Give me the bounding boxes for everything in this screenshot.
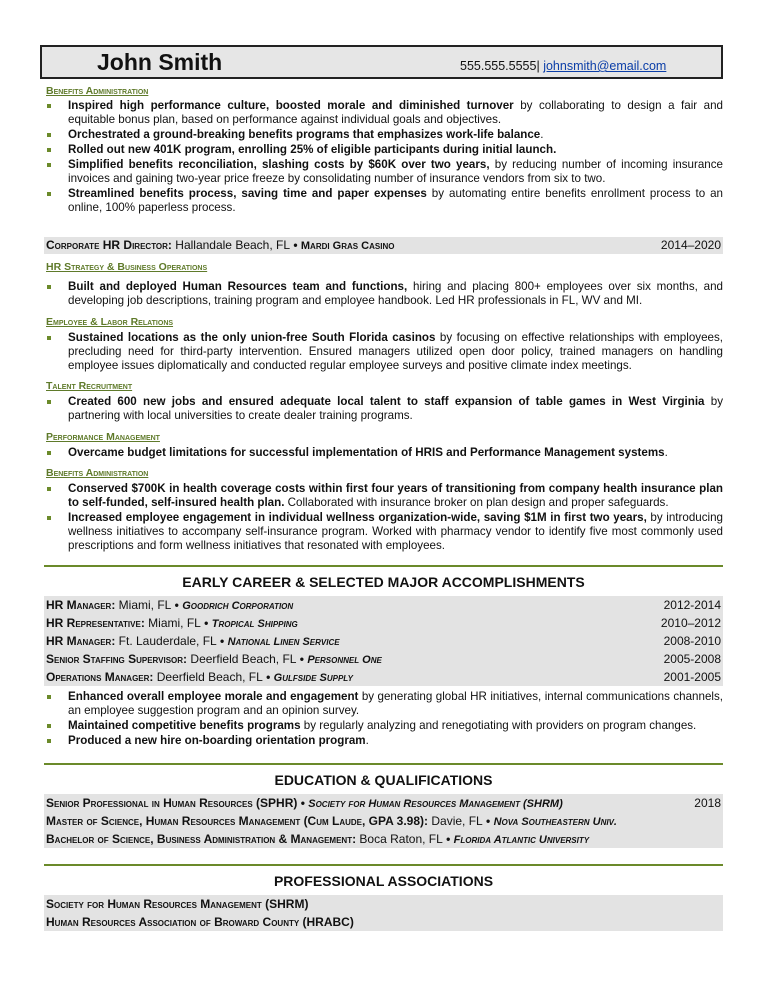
- bullet-bold-text: Inspired high performance culture, boosted morale and diminished turnover: [68, 99, 514, 112]
- entry-title: Operations Manager:: [46, 670, 154, 684]
- association-name: Society for Human Resources Management (SHRM): [46, 897, 309, 911]
- entry-location: Deerfield Beach, FL: [153, 670, 263, 684]
- contact-info: [460, 59, 666, 73]
- entry-separator: •: [442, 832, 454, 846]
- association-name: Human Resources Association of Broward County (HRABC): [46, 915, 354, 929]
- entry-organization: Society for Human Resources Management (SHRM): [308, 798, 563, 810]
- bullet-item: [46, 511, 723, 553]
- entry-dates: 2018: [694, 796, 721, 810]
- section-divider: [44, 864, 723, 866]
- entry-organization: Personnel One: [307, 654, 382, 666]
- job-company: Mardi Gras Casino: [300, 240, 395, 252]
- entry-organization: Florida Atlantic University: [453, 834, 590, 846]
- bullet-marker-icon: [47, 336, 51, 340]
- bullet-marker-icon: [47, 739, 51, 743]
- entry-location: Boca Raton, FL: [356, 832, 443, 846]
- section-subheading: Benefits Administration: [46, 467, 149, 479]
- bullet-text: by generating global HR initiatives, internal communications channels, an employee suggestion program and an opinion survey.: [68, 690, 723, 717]
- entry-location: Ft. Lauderdale, FL: [115, 634, 217, 648]
- early-career-jobs: [44, 596, 723, 686]
- entry-row: [44, 668, 723, 686]
- section-title-early-career: EARLY CAREER & SELECTED MAJOR ACCOMPLISHMENTS: [182, 574, 585, 590]
- bullet-item: [46, 395, 723, 423]
- bullet-text: by focusing on effective relationships with employees, precluding need for third-party intervention. Ensured managers utilized open door policy, trained managers on handling employee issues diplomatically and conducted regular employee surveys and positive climate index meetings.: [68, 331, 723, 372]
- job-band: [44, 237, 723, 254]
- bullet-item: [46, 128, 723, 142]
- bullet-bold-text: Sustained locations as the only union-free South Florida casinos: [68, 331, 436, 344]
- bullet-marker-icon: [47, 285, 51, 289]
- bullet-bold-text: Built and deployed Human Resources team and functions,: [68, 280, 408, 293]
- entry-title: HR Manager:: [46, 598, 116, 612]
- bullet-marker-icon: [47, 148, 51, 152]
- entry-dates: 2012-2014: [663, 598, 721, 612]
- entry-title: HR Manager:: [46, 634, 116, 648]
- bullet-marker-icon: [47, 163, 51, 167]
- entry-separator: •: [216, 634, 228, 648]
- phone-number: 555.555.5555: [460, 59, 537, 73]
- entry-title: Senior Professional in Human Resources (SPHR): [46, 796, 298, 810]
- entry-separator: •: [200, 616, 212, 630]
- section-title-education: EDUCATION & QUALIFICATIONS: [274, 772, 493, 788]
- section-subheading: HR Strategy & Business Operations: [46, 261, 208, 273]
- bullet-marker-icon: [47, 487, 51, 491]
- section-subheading: Talent Recruitment: [46, 380, 133, 392]
- section-subheading: Employee & Labor Relations: [46, 316, 174, 328]
- bullet-bold-text: Created 600 new jobs and ensured adequate local talent to staff expansion of table games in West Virginia: [68, 395, 705, 408]
- entry-organization: Gulfside Supply: [273, 672, 353, 684]
- entry-organization: Goodrich Corporation: [182, 600, 294, 612]
- bullet-list: [46, 331, 723, 373]
- resume-header: [40, 45, 723, 79]
- bullet-bold-text: Orchestrated a ground-breaking benefits programs that emphasizes work-life balance: [68, 128, 541, 141]
- bullet-text: hiring and placing 800+ employees over six months, and developing job descriptions, training program and employee handbook. Led HR professionals in FL, WV and MI.: [68, 280, 723, 307]
- entry-location: Miami, FL: [115, 598, 172, 612]
- section-subheading: Performance Management: [46, 431, 160, 443]
- bullet-item: [46, 482, 723, 510]
- bullet-text: by automating entire benefits enrollment process to an online, 100% paperless process.: [68, 187, 724, 214]
- entry-separator: •: [262, 670, 274, 684]
- entry-dates: 2008-2010: [663, 634, 721, 648]
- bullet-item: [46, 280, 723, 308]
- bullet-list: [46, 99, 723, 215]
- section-divider: [44, 565, 723, 567]
- bullet-marker-icon: [47, 695, 51, 699]
- entry-dates: 2010–2012: [660, 616, 721, 630]
- bullet-marker-icon: [47, 400, 51, 404]
- bullet-item: [46, 331, 723, 373]
- entry-row: [44, 650, 723, 668]
- association-row: [44, 895, 723, 913]
- job-dates: 2014–2020: [660, 238, 721, 252]
- associations-list: [44, 895, 723, 931]
- bullet-marker-icon: [47, 516, 51, 520]
- entry-row: [44, 596, 723, 614]
- entry-location: Deerfield Beach, FL: [187, 652, 297, 666]
- bullet-list: [46, 690, 723, 748]
- bullet-bold-text: Simplified benefits reconciliation, slashing costs by $60K over two years,: [68, 158, 490, 171]
- bullet-bold-text: Overcame budget limitations for successful implementation of HRIS and Performance Management systems: [68, 446, 665, 459]
- bullet-bold-text: Streamlined benefits process, saving time and paper expenses: [68, 187, 427, 200]
- entry-separator: •: [171, 598, 183, 612]
- bullet-bold-text: Rolled out new 401K program, enrolling 25% of eligible participants during initial launch.: [68, 143, 557, 156]
- association-row: [44, 913, 723, 931]
- entry-row: [44, 812, 723, 830]
- entry-location: Davie, FL: [428, 814, 483, 828]
- job-location: Hallandale Beach, FL: [171, 238, 291, 252]
- section-subheading: Benefits Administration: [46, 85, 149, 97]
- entry-title: Bachelor of Science, Business Administration & Management:: [46, 832, 357, 846]
- bullet-list: [46, 446, 723, 460]
- entry-title: HR Representative:: [46, 616, 145, 630]
- bullet-item: [46, 143, 723, 157]
- bullet-bold-text: Maintained competitive benefits programs: [68, 719, 301, 732]
- bullet-bold-text: Conserved $700K in health coverage costs within first four years of transitioning from company health insurance plan to self-funded, self-insured health plan.: [68, 482, 723, 509]
- section-title-associations: PROFESSIONAL ASSOCIATIONS: [273, 873, 494, 889]
- entry-separator: •: [297, 796, 309, 810]
- bullet-list: [46, 395, 723, 423]
- bullet-bold-text: Produced a new hire on-boarding orientation program: [68, 734, 366, 747]
- entry-dates: 2001-2005: [663, 670, 721, 684]
- bullet-bold-text: Enhanced overall employee morale and engagement: [68, 690, 359, 703]
- section-divider: [44, 763, 723, 765]
- entry-organization: Tropical Shipping: [211, 618, 298, 630]
- bullet-marker-icon: [47, 133, 51, 137]
- bullet-item: [46, 446, 723, 460]
- entry-title: Senior Staffing Supervisor:: [46, 652, 188, 666]
- bullet-text: .: [664, 446, 668, 459]
- entry-row: [44, 794, 723, 812]
- education-list: [44, 794, 723, 848]
- bullet-item: [46, 158, 723, 186]
- bullet-text: by reducing number of incoming insurance invoices and gaining two-year price freeze by consolidating number of insurance vendors from six to two.: [68, 158, 723, 185]
- contact-separator: |: [536, 59, 540, 73]
- entry-row: [44, 614, 723, 632]
- candidate-name: John Smith: [97, 49, 223, 75]
- entry-separator: •: [296, 652, 308, 666]
- bullet-text: by collaborating to design a fair and equitable bonus plan, based on performance against individual goals and objectives.: [68, 99, 724, 126]
- bullet-item: [46, 690, 723, 718]
- bullet-text: by regularly analyzing and renegotiating with providers on program changes.: [300, 719, 697, 732]
- entry-organization: National Linen Service: [227, 636, 340, 648]
- job-title: Corporate HR Director:: [46, 238, 172, 252]
- bullet-item: [46, 99, 723, 127]
- entry-row: [44, 830, 723, 848]
- entry-row: [44, 632, 723, 650]
- bullet-item: [46, 734, 723, 748]
- entry-title: Master of Science, Human Resources Management (Cum Laude, GPA 3.98):: [46, 814, 429, 828]
- email-link[interactable]: johnsmith@email.com: [543, 59, 667, 73]
- bullet-marker-icon: [47, 451, 51, 455]
- bullet-text: by partnering with local universities to create dealer training programs.: [68, 395, 723, 422]
- bullet-item: [46, 187, 723, 215]
- entry-dates: 2005-2008: [663, 652, 721, 666]
- bullet-item: [46, 719, 723, 733]
- entry-location: Miami, FL: [144, 616, 201, 630]
- bullet-list: [46, 482, 723, 553]
- bullet-text: .: [540, 128, 544, 141]
- entry-separator: •: [482, 814, 494, 828]
- job-bullet-separator: •: [290, 238, 301, 252]
- bullet-list: [46, 280, 723, 308]
- bullet-bold-text: Increased employee engagement in individual wellness organization-wide, saving $1M in first two years,: [68, 511, 647, 524]
- bullet-text: .: [365, 734, 369, 747]
- bullet-text: Collaborated with insurance broker on plan design and proper safeguards.: [284, 496, 669, 509]
- bullet-marker-icon: [47, 192, 51, 196]
- bullet-text: by introducing wellness initiatives to accompany self-insurance program. Worked with pharmacy vendor to identify five most commonly used prescriptions and form wellness initiatives that resonated with employees.: [68, 511, 723, 552]
- bullet-marker-icon: [47, 724, 51, 728]
- entry-organization: Nova Southeastern Univ.: [493, 816, 617, 828]
- bullet-marker-icon: [47, 104, 51, 108]
